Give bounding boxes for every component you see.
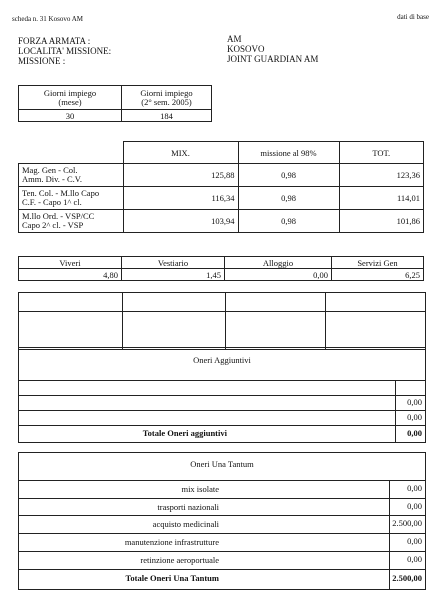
giorni-mese-header-line2: (mese) (58, 96, 82, 107)
empty-grid-col2 (225, 293, 226, 349)
oneri-aggiuntivi-box (18, 347, 426, 443)
mix-value: 116,34 (123, 187, 238, 210)
giorni-table (18, 85, 212, 122)
empty-grid (18, 292, 426, 350)
oneri-aggiuntivi-line1 (19, 380, 425, 381)
una-tantum-item-label: retinzione aeroportuale (140, 555, 219, 565)
tot-value: 101,86 (339, 210, 424, 233)
servizi-gen-value: 6,25 (332, 269, 424, 281)
empty-grid-col1 (122, 293, 123, 349)
giorni-mese-header-line1: Giorni impiego (43, 87, 97, 98)
oneri-una-tantum-box (18, 452, 426, 590)
oneri-una-tantum-line6 (19, 569, 425, 570)
totale-oneri-aggiuntivi-value: 0,00 (407, 428, 422, 438)
una-tantum-item-label: mix isolate (181, 484, 219, 494)
oneri-aggiuntivi-value: 0,00 (407, 412, 422, 422)
oneri-una-tantum-title: Oneri Una Tantum (190, 459, 254, 469)
pct-value: 0,98 (238, 164, 339, 187)
oneri-aggiuntivi-title: Oneri Aggiuntivi (193, 355, 251, 365)
personale-row (19, 187, 424, 210)
totale-oneri-una-tantum-value: 2.500,00 (392, 573, 422, 583)
mix-value: 103,94 (123, 210, 238, 233)
personale-table (18, 141, 424, 233)
grado-label (19, 164, 124, 187)
empty-grid-col3 (325, 293, 326, 349)
totale-oneri-aggiuntivi-label: Totale Oneri aggiuntivi (142, 428, 227, 438)
alloggio-header: Alloggio (225, 257, 332, 269)
oneri-aggiuntivi-line3 (19, 410, 425, 411)
oneri-aggiuntivi-value: 0,00 (407, 397, 422, 407)
servizi-gen-header: Servizi Gen (332, 257, 424, 269)
info-labels (18, 36, 111, 66)
totale-oneri-una-tantum-label: Totale Oneri Una Tantum (125, 573, 219, 583)
grado-label-line1: Mag. Gen - Col. (22, 165, 78, 175)
una-tantum-item-value: 0,00 (407, 501, 422, 511)
missione-value: JOINT GUARDIAN AM (227, 54, 319, 64)
giorni-sem-header-line2: (2° sem. 2005) (141, 96, 192, 107)
grado-label-line2: C.F. - Capo 1^ cl. (22, 197, 82, 207)
una-tantum-item-value: 2.500,00 (392, 518, 422, 528)
empty-grid-divider (19, 311, 425, 312)
viveri-header: Viveri (19, 257, 122, 269)
localita-missione-label: LOCALITA' MISSIONE: (18, 46, 112, 56)
oneri-una-tantum-line3 (19, 515, 425, 516)
grado-label (19, 210, 124, 233)
pct-value: 0,98 (238, 187, 339, 210)
pct-value: 0,98 (238, 210, 339, 233)
forza-armata-value: AM (227, 34, 242, 44)
giorni-sem-header-line1: Giorni impiego (140, 87, 193, 98)
alloggio-value: 0,00 (225, 269, 332, 281)
forza-armata-label: FORZA ARMATA : (18, 36, 91, 46)
una-tantum-item-value: 0,00 (407, 483, 422, 493)
una-tantum-item-label: trasporti nazionali (157, 502, 219, 512)
oneri-una-tantum-line2 (19, 498, 425, 499)
grado-label-line1: Ten. Col. - M.llo Capo (22, 188, 100, 198)
giorni-sem-value: 184 (122, 110, 212, 122)
localita-missione-value: KOSOVO (227, 44, 265, 54)
tot-value: 114,01 (339, 187, 424, 210)
personale-row (19, 164, 424, 187)
tot-header: TOT. (339, 142, 424, 164)
grado-label-line1: M.llo Ord. - VSP/CC (22, 211, 95, 221)
giorni-sem-header (122, 86, 212, 110)
una-tantum-item-value: 0,00 (407, 536, 422, 546)
giorni-mese-header (19, 86, 122, 110)
oneri-una-tantum-col (389, 480, 390, 589)
personale-row (19, 210, 424, 233)
vestiario-value: 1,45 (122, 269, 225, 281)
oneri-una-tantum-line5 (19, 551, 425, 552)
grado-label-line2: Capo 2^ cl. - VSP (22, 220, 84, 230)
dati-di-base-label: dati di base (397, 13, 429, 21)
scheda-title: scheda n. 31 Kosovo AM (12, 15, 83, 23)
vestiario-header: Vestiario (122, 257, 225, 269)
una-tantum-item-label: manutenzione infrastrutture (124, 537, 219, 547)
grado-label-line2: Amm. Div. - C.V. (22, 174, 82, 184)
grado-label (19, 187, 124, 210)
viveri-value: 4,80 (19, 269, 122, 281)
una-tantum-item-label: acquisto medicinali (152, 519, 219, 529)
missione-pct-header: missione al 98% (238, 142, 339, 164)
oneri-una-tantum-line1 (19, 480, 425, 481)
servizi-table (18, 256, 424, 281)
oneri-aggiuntivi-line4 (19, 425, 425, 426)
info-values (227, 34, 318, 64)
oneri-aggiuntivi-col (395, 380, 396, 442)
giorni-mese-value: 30 (19, 110, 122, 122)
mix-header: MIX. (123, 142, 238, 164)
una-tantum-item-value: 0,00 (407, 554, 422, 564)
mix-value: 125,88 (123, 164, 238, 187)
tot-value: 123,36 (339, 164, 424, 187)
personale-corner-cell (19, 142, 124, 164)
oneri-una-tantum-line4 (19, 533, 425, 534)
oneri-aggiuntivi-line2 (19, 395, 425, 396)
missione-label: MISSIONE : (18, 56, 66, 66)
